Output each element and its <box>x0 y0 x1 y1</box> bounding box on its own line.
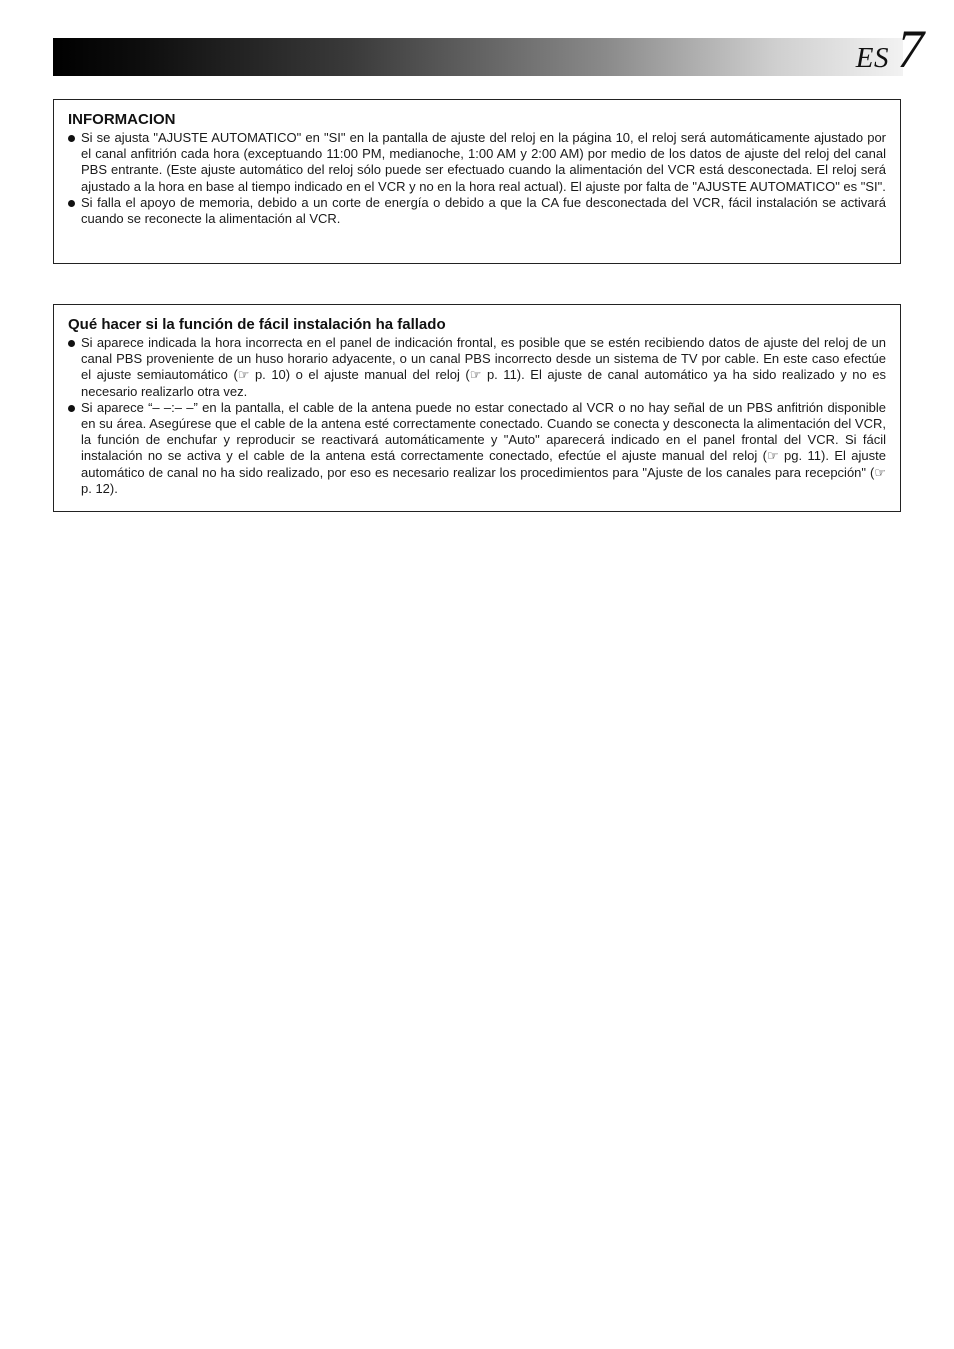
bullet-icon <box>68 340 75 347</box>
bullet-icon <box>68 135 75 142</box>
list-item-text: Si aparece indicada la hora incorrecta en el panel de indicación frontal, es posible que se estén recibiendo datos de ajuste del reloj de un canal PBS proveniente de un huso horario adyacente, o un canal PBS incorrecto desde un sistema de TV por cable. En este caso efectúe el ajuste semiautomático (☞ p. 10) o el ajuste manual del reloj (☞ p. 11). El ajuste de canal automático ya ha sido realizado y no es necesario realizarlo otra vez. <box>81 335 886 399</box>
troubleshooting-box <box>53 304 901 512</box>
language-code: ES <box>855 42 889 74</box>
list-item-text: Si falla el apoyo de memoria, debido a un corte de energía o debido a que la CA fue desconectada del VCR, fácil instalación se activará cuando se reconecte la alimentación al VCR. <box>81 194 886 227</box>
header-gradient-bar <box>53 38 903 76</box>
bullet-icon <box>68 405 75 412</box>
info-box <box>53 99 901 264</box>
info-list <box>68 130 886 227</box>
troubleshooting-list <box>68 335 886 497</box>
list-item <box>68 400 886 497</box>
list-item-text: Si aparece “– –:– –” en la pantalla, el cable de la antena puede no estar conectado al VCR o no hay señal de un PBS anfitrión disponible en su área. Asegúrese que el cable de la antena esté correctamente conectado. Cuando se conecta y desconecta la alimentación del VCR, la función de enchufar y reproducir se reactivará automáticamente y "Auto" aparecerá indicado en el panel frontal del VCR. Si fácil instalación no se activa y el cable de la antena está correctamente conectado, efectúe el ajuste manual del reloj (☞ pg. 11). El ajuste automático de canal no ha sido realizado, por eso es necesario realizar los procedimientos para "Ajuste de los canales para recepción" (☞ p. 12). <box>81 399 886 496</box>
list-item-text: Si se ajusta "AJUSTE AUTOMATICO" en "SI" en la pantalla de ajuste del reloj en la página 10, el reloj será automáticamente ajustado por el canal anfitrión cada hora (exceptuando 11:00 PM, medianoche, 1:00 AM y 2:00 AM) por medio de los datos de ajuste del reloj del canal PBS entrante. (Este ajuste automático del reloj sólo puede ser efectuado cuando la alimentación del VCR está desconectada. El reloj será ajustado a la hora en base al tiempo indicado en el VCR y no en la hora real actual). El ajuste por falta de "AJUSTE AUTOMATICO" es "SI". <box>81 130 886 194</box>
info-box-title: INFORMACION <box>68 111 176 128</box>
list-item <box>68 335 886 400</box>
list-item <box>68 195 886 227</box>
page-number: 7 <box>897 19 924 79</box>
page-label <box>855 19 924 82</box>
troubleshooting-box-title: Qué hacer si la función de fácil instalación ha fallado <box>68 316 446 333</box>
list-item <box>68 130 886 195</box>
bullet-icon <box>68 200 75 207</box>
